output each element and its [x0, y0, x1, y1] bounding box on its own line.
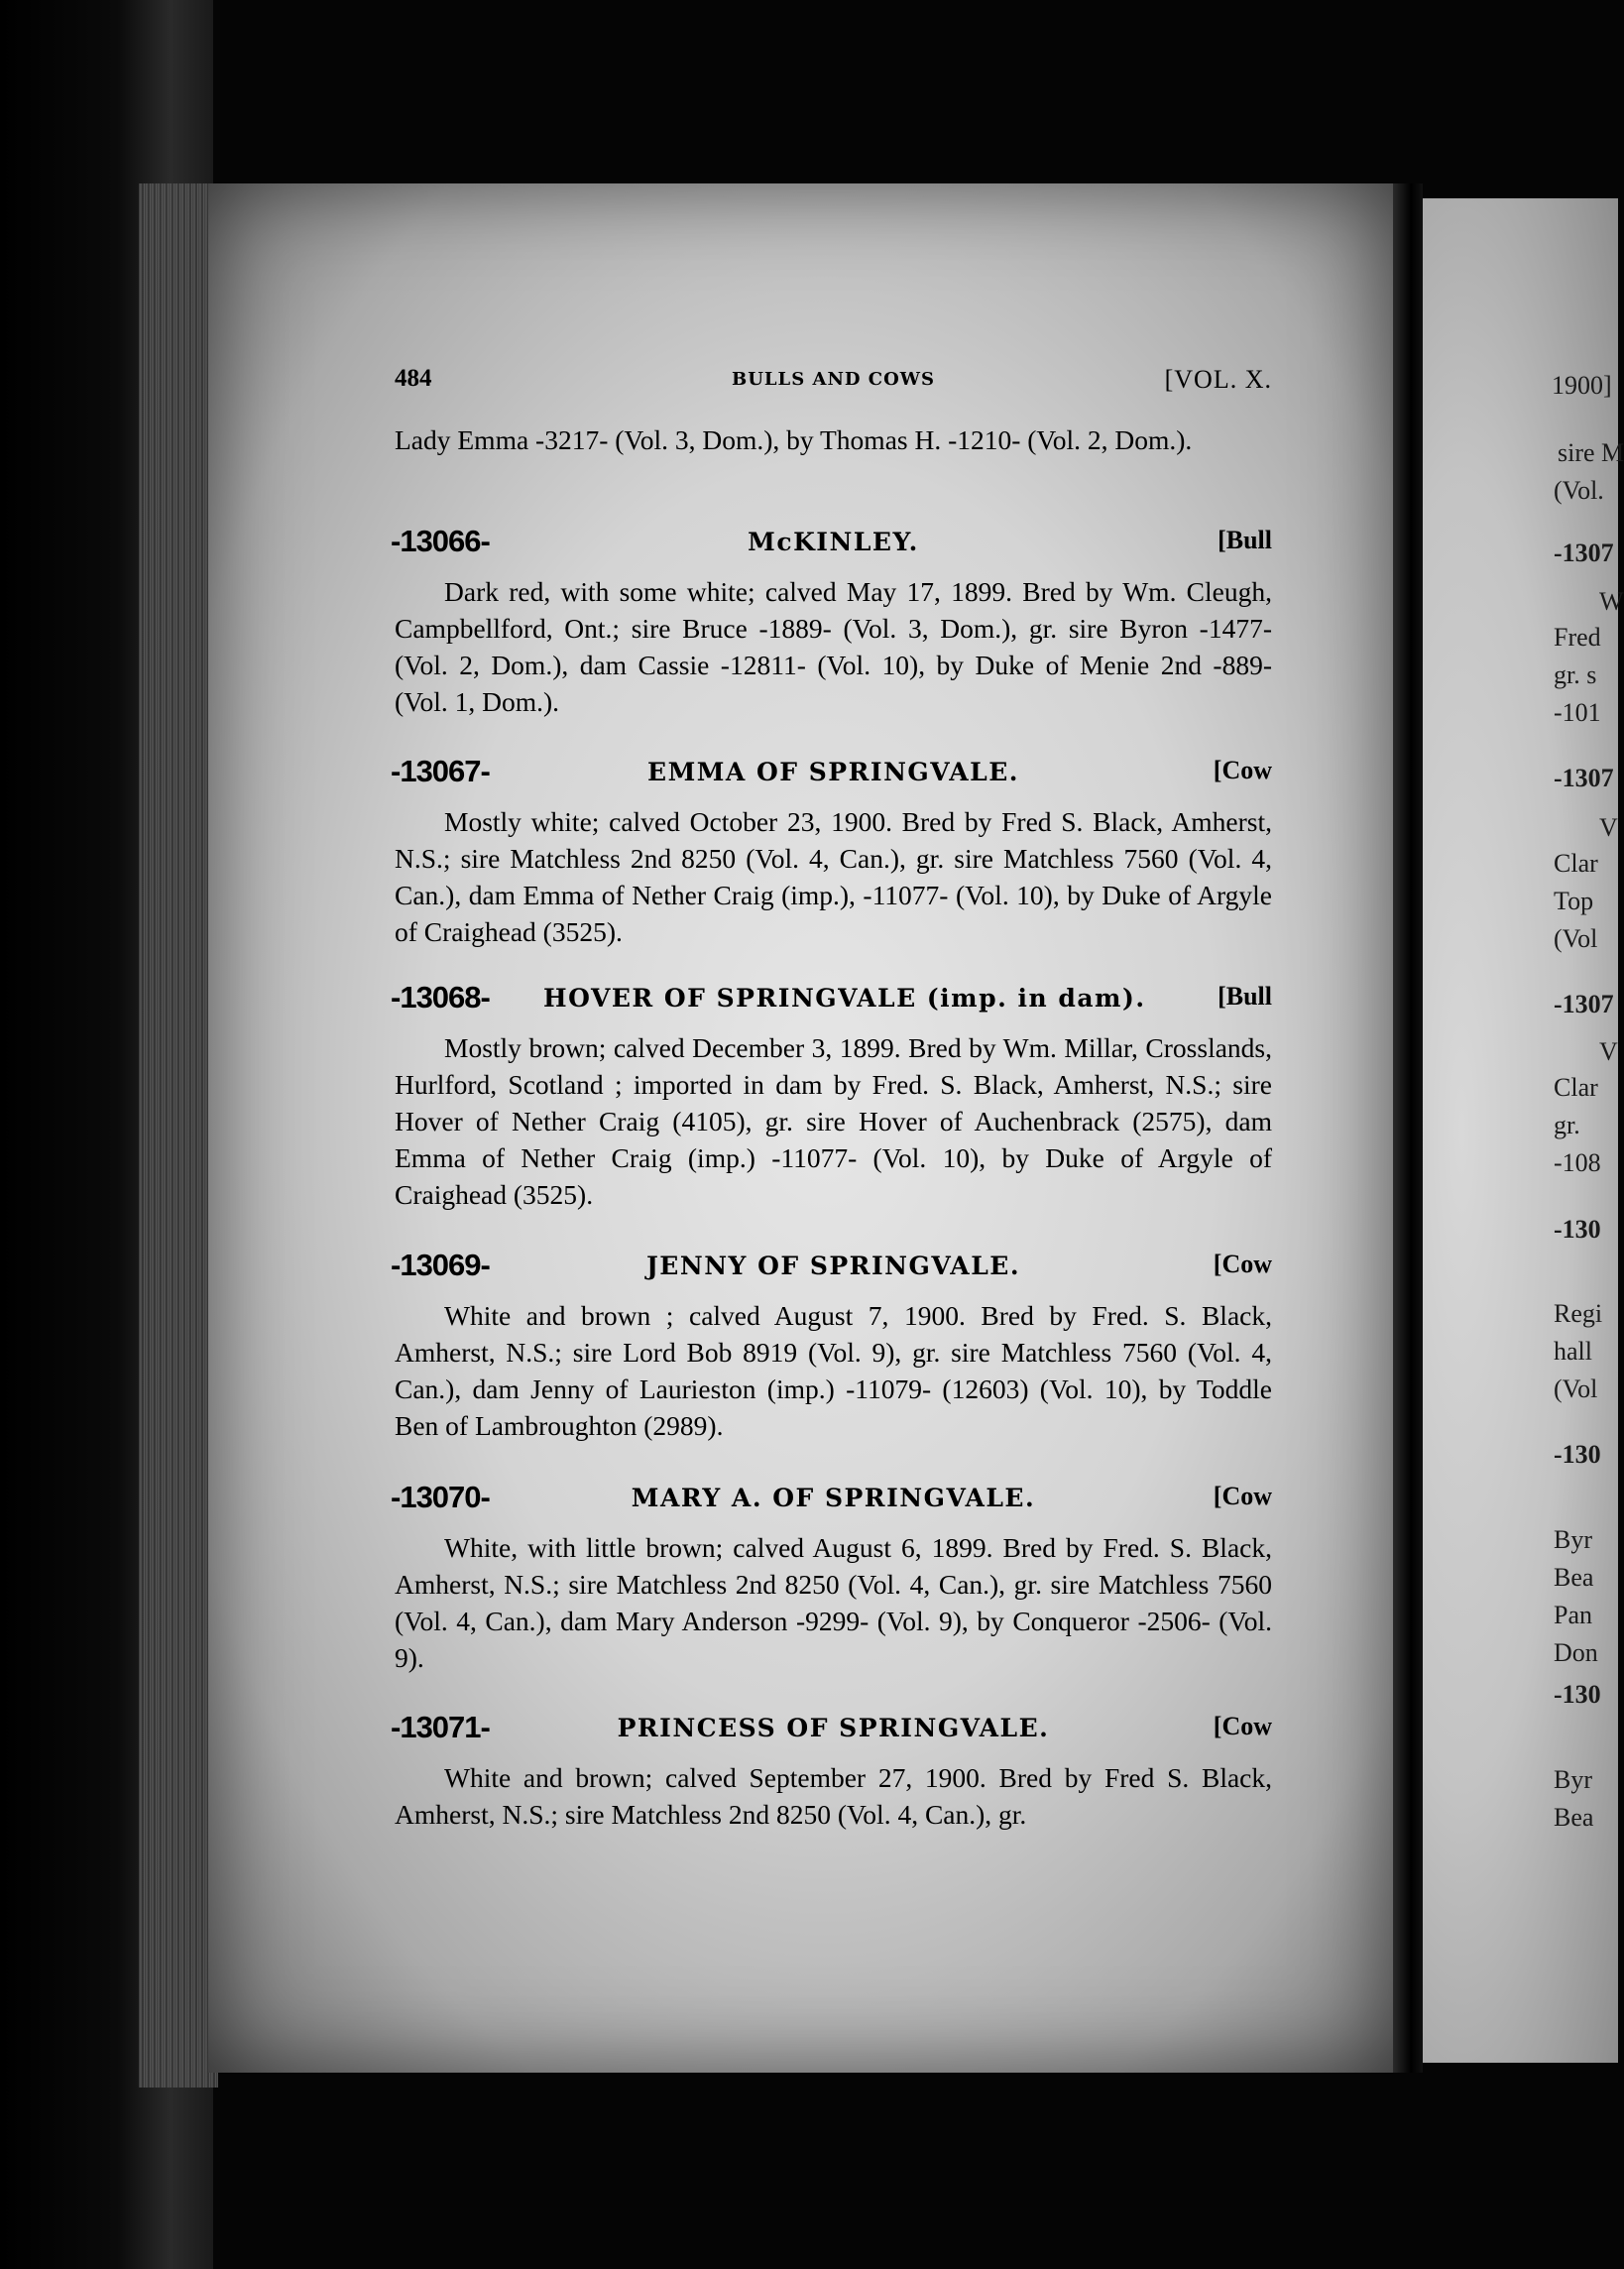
facing-fragment: V [1599, 1037, 1618, 1066]
entry-heading [391, 754, 1272, 795]
facing-fragment: V [1599, 813, 1618, 842]
facing-fragment: Fred [1554, 623, 1601, 652]
facing-fragment: -130 [1554, 1215, 1601, 1244]
entry-name: McKINLEY. [748, 528, 919, 556]
facing-fragment: Top [1554, 887, 1594, 915]
facing-fragment: Don [1554, 1638, 1598, 1667]
entry-number: -13069- [391, 1248, 490, 1282]
facing-fragment: 1900] [1552, 371, 1612, 400]
entry-description: Dark red, with some white; calved May 17, 1899. Bred by Wm. Cleugh, Campbellford, Ont.; sire Bruce -1889- (Vol. 3, Dom.), gr. sire Byron -1477- (Vol. 2, Dom.), dam Cassie -12811- (Vol. 10), by Duke of Menie 2nd -889- (Vol. 1, Dom.). [395, 576, 1272, 717]
facing-fragment: Regi [1554, 1299, 1603, 1328]
entry-name: EMMA OF SPRINGVALE. [647, 758, 1019, 786]
entry-number: -13068- [391, 980, 490, 1015]
entry-number: -13070- [391, 1480, 490, 1514]
facing-fragment: Byr [1554, 1765, 1592, 1794]
entry-sex: [Bull [1218, 526, 1272, 554]
facing-fragment: -1307 [1554, 990, 1614, 1018]
entry-name: MARY A. OF SPRINGVALE. [631, 1484, 1036, 1512]
register-entry [391, 980, 1272, 1213]
entry-heading [391, 1480, 1272, 1521]
register-entry [391, 1480, 1272, 1676]
entry-sex: [Cow [1213, 756, 1272, 784]
facing-fragment: Bea [1554, 1803, 1594, 1832]
page-stack-edges [139, 183, 218, 2088]
facing-fragment: -130 [1554, 1680, 1601, 1709]
register-entry [391, 1248, 1272, 1444]
entry-sex: [Cow [1213, 1250, 1272, 1278]
running-title: BULLS AND COWS [731, 369, 935, 390]
entry-sex: [Cow [1213, 1712, 1272, 1740]
facing-fragment: -108 [1554, 1148, 1601, 1177]
volume-label: [VOL. X. [1164, 365, 1272, 394]
running-head [395, 365, 1272, 405]
entry-sex: [Bull [1218, 982, 1272, 1011]
facing-fragment: W [1599, 587, 1624, 616]
facing-fragment: -1307 [1554, 764, 1614, 792]
entry-number: -13071- [391, 1710, 490, 1744]
entry-description: Mostly white; calved October 23, 1900. Bred by Fred S. Black, Amherst, N.S.; sire Matchless 2nd 8250 (Vol. 4, Can.), gr. sire Matchless 7560 (Vol. 4, Can.), dam Emma of Nether Craig (imp.), -11077- (Vol. 10), by Duke of Argyle of Craighead (3525). [395, 806, 1272, 947]
register-entry [391, 524, 1272, 720]
entry-sex: [Cow [1213, 1482, 1272, 1510]
facing-page-text [1423, 198, 1624, 2063]
facing-fragment: Byr [1554, 1525, 1592, 1554]
facing-fragment: gr. [1554, 1111, 1580, 1139]
entry-number: -13067- [391, 754, 490, 788]
entry-description: White and brown ; calved August 7, 1900. Bred by Fred. S. Black, Amherst, N.S.; sire Lord Bob 8919 (Vol. 9), gr. sire Matchless 7560 (Vol. 4, Can.), dam Jenny of Laurieston (imp.) -11079- (12603) (Vol. 10), by Toddle Ben of Lambroughton (2989). [395, 1300, 1272, 1441]
facing-fragment: gr. s [1554, 660, 1597, 689]
entry-name: PRINCESS OF SPRINGVALE. [617, 1714, 1050, 1742]
facing-fragment: (Vol [1554, 924, 1598, 953]
facing-fragment: Bea [1554, 1563, 1594, 1592]
entry-number: -13066- [391, 524, 490, 558]
entry-heading [391, 524, 1272, 565]
book-gutter [1393, 183, 1423, 2073]
page-number: 484 [395, 365, 432, 392]
carryover-paragraph: Lady Emma -3217- (Vol. 3, Dom.), by Thomas H. -1210- (Vol. 2, Dom.). [395, 424, 1193, 455]
register-entry [391, 1710, 1272, 1833]
facing-fragment: Pan [1554, 1601, 1592, 1629]
entry-description: White, with little brown; calved August 6, 1899. Bred by Fred. S. Black, Amherst, N.S.; sire Matchless 2nd 8250 (Vol. 4, Can.), gr. sire Matchless 7560 (Vol. 4, Can.), dam Mary Anderson -9299- (Vol. 9), by Conqueror -2506- (Vol. 9). [395, 1532, 1272, 1673]
facing-fragment: (Vol. [1554, 476, 1604, 505]
entry-heading [391, 1248, 1272, 1289]
entry-name: JENNY OF SPRINGVALE. [645, 1252, 1021, 1280]
entry-heading [391, 1710, 1272, 1751]
facing-fragment: -1307 [1554, 538, 1614, 567]
facing-fragment: -130 [1554, 1440, 1601, 1469]
register-entry [391, 754, 1272, 950]
facing-fragment: -101 [1554, 698, 1601, 727]
entry-heading [391, 980, 1272, 1021]
entry-description: White and brown; calved September 27, 1900. Bred by Fred S. Black, Amherst, N.S.; sire Matchless 2nd 8250 (Vol. 4, Can.), gr. [395, 1762, 1272, 1830]
facing-fragment: Clar [1554, 849, 1598, 878]
entry-description: Mostly brown; calved December 3, 1899. Bred by Wm. Millar, Crosslands, Hurlford, Scotland ; imported in dam by Fred. S. Black, Amherst, N.S.; sire Hover of Nether Craig (4105), gr. sire Hover of Auchenbrack (2575), dam Emma of Nether Craig (imp.) -11077- (Vol. 10), by Duke of Argyle of Craighead (3525). [395, 1032, 1272, 1210]
facing-fragment: (Vol [1554, 1374, 1598, 1403]
facing-page [1423, 198, 1624, 2063]
facing-fragment: hall [1554, 1337, 1592, 1366]
facing-fragment: sire M [1558, 438, 1624, 467]
entry-name: HOVER OF SPRINGVALE (imp. in dam). [543, 984, 1146, 1013]
facing-fragment: Clar [1554, 1073, 1598, 1102]
